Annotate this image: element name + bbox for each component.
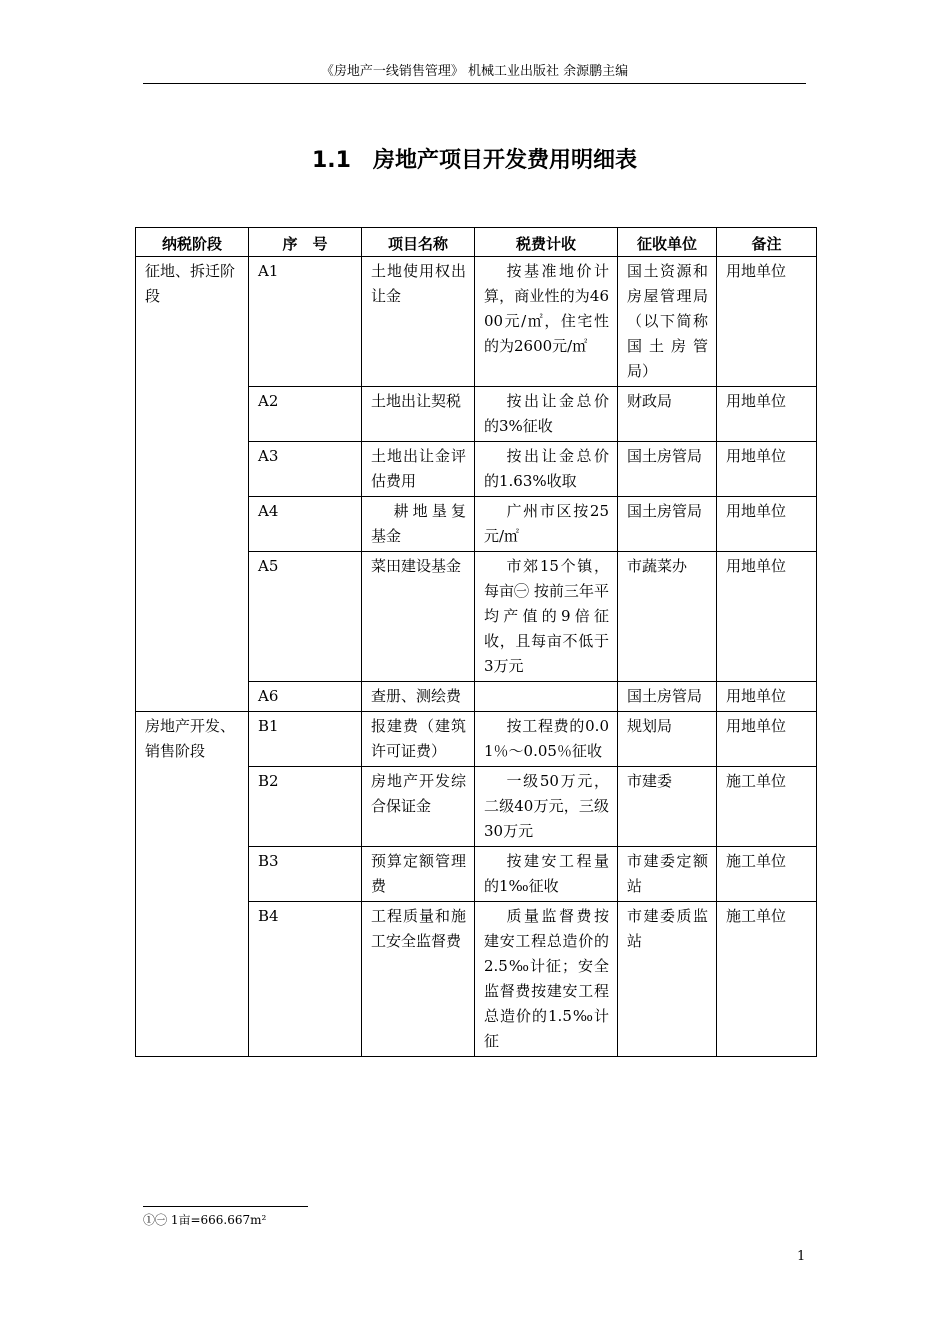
footnote-rule — [143, 1206, 308, 1207]
row-number: A3 — [249, 442, 362, 497]
note: 用地单位 — [717, 497, 817, 552]
page-number: 1 — [797, 1249, 806, 1264]
agency: 国土房管局 — [618, 497, 717, 552]
fee-rule: 按工程费的0.01％～0.05％征收 — [475, 712, 618, 767]
fee-rule: 按出让金总价的1.63%收取 — [475, 442, 618, 497]
fee-rule: 市郊15个镇，每亩㊀ 按前三年平均产值的9倍征收，且每亩不低于3万元 — [475, 552, 618, 682]
header-rule — [143, 83, 806, 84]
agency: 国土房管局 — [618, 442, 717, 497]
item-name: 报建费（建筑许可证费） — [362, 712, 475, 767]
item-name: 工程质量和施工安全监督费 — [362, 902, 475, 1057]
fee-rule: 按出让金总价的3%征收 — [475, 387, 618, 442]
row-number: A2 — [249, 387, 362, 442]
running-header: 《房地产一线销售管理》 机械工业出版社 余源鹏主编 — [320, 64, 629, 79]
item-name: 菜田建设基金 — [362, 552, 475, 682]
agency: 市建委定额站 — [618, 847, 717, 902]
note: 用地单位 — [717, 682, 817, 712]
note: 用地单位 — [717, 552, 817, 682]
row-number: B2 — [249, 767, 362, 847]
row-number: A4 — [249, 497, 362, 552]
note: 施工单位 — [717, 902, 817, 1057]
item-name: 土地出让契税 — [362, 387, 475, 442]
fee-rule: 广州市区按25元/㎡ — [475, 497, 618, 552]
stage-cell-b: 房地产开发、销售阶段 — [136, 712, 249, 1057]
agency: 财政局 — [618, 387, 717, 442]
note: 施工单位 — [717, 847, 817, 902]
note: 用地单位 — [717, 387, 817, 442]
col-header-stage: 纳税阶段 — [136, 228, 249, 257]
page-title: 1.1 房地产项目开发费用明细表 — [312, 148, 637, 173]
fee-rule: 按基准地价计算，商业性的为4600元/㎡，住宅性的为2600元/㎡ — [475, 257, 618, 387]
col-header-number: 序 号 — [249, 228, 362, 257]
item-name: 土地使用权出让金 — [362, 257, 475, 387]
agency: 国土资源和房屋管理局（以下简称国土房管局） — [618, 257, 717, 387]
fee-rule: 质量监督费按建安工程总造价的2.5‰计征；安全监督费按建安工程总造价的1.5‰计征 — [475, 902, 618, 1057]
note: 施工单位 — [717, 767, 817, 847]
fee-rule: 一级50万元，二级40万元，三级30万元 — [475, 767, 618, 847]
fee-rule: 按建安工程量的1‰征收 — [475, 847, 618, 902]
row-number: A1 — [249, 257, 362, 387]
col-header-item: 项目名称 — [362, 228, 475, 257]
col-header-fee: 税费计收 — [475, 228, 618, 257]
row-number: A6 — [249, 682, 362, 712]
note: 用地单位 — [717, 257, 817, 387]
col-header-agency: 征收单位 — [618, 228, 717, 257]
item-name: 房地产开发综合保证金 — [362, 767, 475, 847]
fee-table — [135, 227, 817, 1057]
table-header-row — [136, 228, 817, 257]
agency: 市建委质监站 — [618, 902, 717, 1057]
fee-rule — [475, 682, 618, 712]
agency: 市蔬菜办 — [618, 552, 717, 682]
stage-cell-a: 征地、拆迁阶段 — [136, 257, 249, 712]
item-name: 预算定额管理费 — [362, 847, 475, 902]
item-name: 查册、测绘费 — [362, 682, 475, 712]
note: 用地单位 — [717, 712, 817, 767]
item-name: 土地出让金评估费用 — [362, 442, 475, 497]
row-number: A5 — [249, 552, 362, 682]
footnote: ①㊀ 1亩=666.667m² — [143, 1213, 267, 1227]
note: 用地单位 — [717, 442, 817, 497]
table-row — [136, 257, 817, 387]
agency: 市建委 — [618, 767, 717, 847]
row-number: B4 — [249, 902, 362, 1057]
agency: 规划局 — [618, 712, 717, 767]
row-number: B1 — [249, 712, 362, 767]
table-row — [136, 712, 817, 767]
agency: 国土房管局 — [618, 682, 717, 712]
col-header-note: 备注 — [717, 228, 817, 257]
row-number: B3 — [249, 847, 362, 902]
item-name: 耕地垦复基金 — [362, 497, 475, 552]
